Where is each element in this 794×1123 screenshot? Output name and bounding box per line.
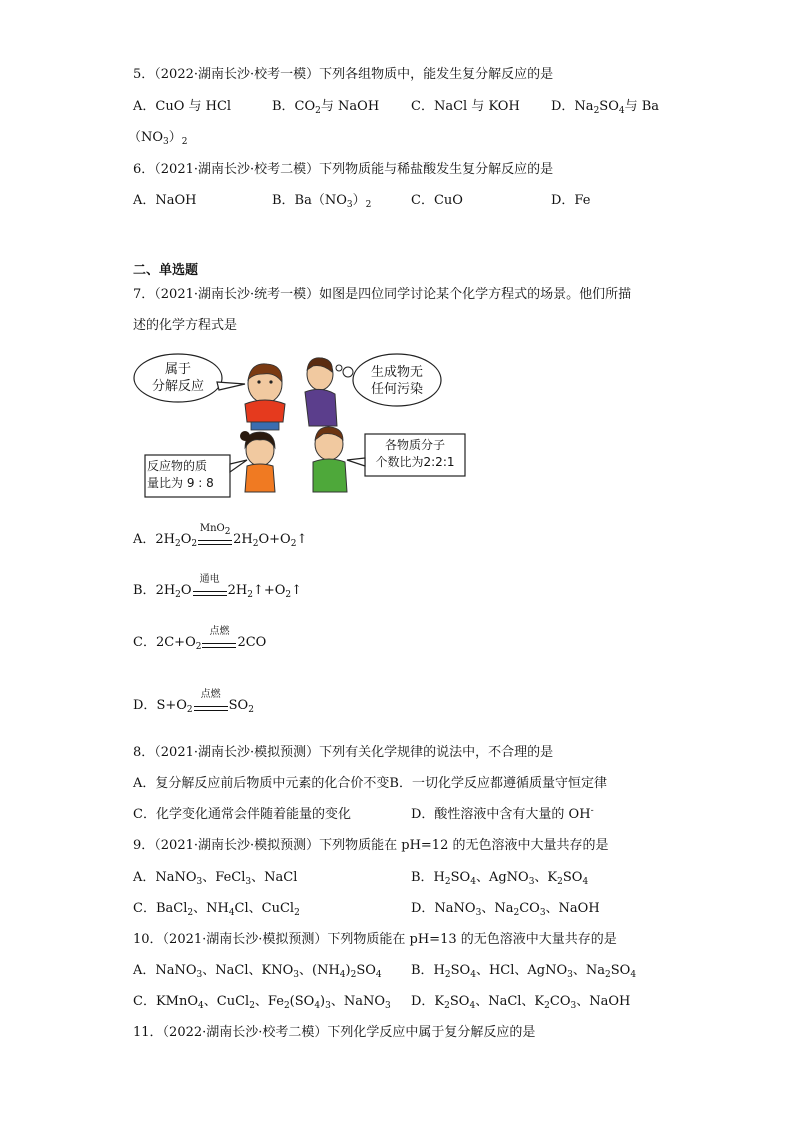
q5-option-d[interactable] bbox=[551, 98, 659, 116]
q7a-t3: 2H bbox=[233, 532, 253, 547]
q10b-s4: 2 bbox=[605, 970, 611, 980]
q7d-t2: SO bbox=[228, 698, 249, 713]
q10b-t5: SO bbox=[610, 963, 631, 978]
q10a-t2: 、NaCl、KNO bbox=[202, 963, 294, 978]
q10a-t4: ) bbox=[345, 963, 351, 978]
q7d-condition-arrow bbox=[194, 689, 228, 715]
q7a-s4: 2 bbox=[290, 539, 297, 549]
q7c-condition-arrow bbox=[202, 626, 236, 652]
section-heading: 二、单选题 bbox=[133, 263, 199, 278]
q9c-s3: 2 bbox=[294, 908, 300, 918]
q5-option-d-cont bbox=[128, 129, 188, 147]
q9b-s4: 2 bbox=[557, 877, 563, 887]
q6-option-a[interactable]: A．NaOH bbox=[133, 193, 197, 208]
bubble4-line1: 反应物的质 bbox=[147, 459, 208, 473]
q10c-s1: 4 bbox=[198, 1001, 204, 1011]
q7a-s1: 2 bbox=[175, 539, 181, 549]
q10c-t4: (SO bbox=[289, 994, 315, 1009]
q8-option-d[interactable] bbox=[411, 806, 594, 824]
q7-stem-line1: 7．（2021·湖南长沙·统考一模）如图是四位同学讨论某个化学方程式的场景。他们所描 bbox=[133, 287, 632, 302]
q7-option-c[interactable] bbox=[133, 626, 267, 652]
q10d-s2: 4 bbox=[469, 1001, 476, 1011]
q10b-s1: 2 bbox=[444, 970, 451, 980]
q7b-s3: 2 bbox=[285, 590, 292, 600]
q9-option-d[interactable] bbox=[411, 900, 600, 918]
q10d-s1: 2 bbox=[444, 1001, 450, 1011]
q5-dc-t1: （NO bbox=[128, 130, 164, 145]
q10a-s2: 3 bbox=[293, 970, 299, 980]
q10-option-d[interactable] bbox=[411, 993, 630, 1011]
bubble1-text bbox=[140, 361, 216, 395]
q9-option-b[interactable] bbox=[411, 869, 588, 887]
q10c-s3: 2 bbox=[283, 1001, 290, 1011]
q9d-t4: 、NaOH bbox=[545, 901, 600, 916]
q10b-t4: 、Na bbox=[572, 963, 605, 978]
q5-dc-s1: 3 bbox=[163, 137, 169, 147]
q7d-s2: 2 bbox=[248, 705, 254, 715]
q9a-t1: A．NaNO bbox=[133, 870, 197, 885]
q10a-t3: 、(NH bbox=[299, 963, 340, 978]
q9b-t4: 、K bbox=[534, 870, 558, 885]
q10a-s5: 4 bbox=[375, 970, 382, 980]
q5-d-s1: 2 bbox=[593, 106, 600, 116]
q6-option-d[interactable]: D．Fe bbox=[551, 193, 591, 208]
q10d-t2: SO bbox=[449, 994, 470, 1009]
q9c-t1: C．BaCl bbox=[133, 901, 188, 916]
q7c-t2: 2CO bbox=[237, 635, 267, 650]
q9b-t2: SO bbox=[450, 870, 471, 885]
q7-option-a[interactable] bbox=[133, 523, 308, 549]
bubble4-line2: 量比为 9 : 8 bbox=[147, 476, 214, 490]
student-boy-green bbox=[313, 427, 347, 492]
q10d-t5: 、NaOH bbox=[576, 994, 631, 1009]
q7-stem-line2: 述的化学方程式是 bbox=[133, 318, 238, 333]
q7d-s1: 2 bbox=[186, 705, 193, 715]
bubble4-tail bbox=[230, 460, 247, 472]
q5-d-t2: SO bbox=[599, 99, 619, 114]
q10-option-a[interactable] bbox=[133, 962, 382, 980]
q7b-s1: 2 bbox=[175, 590, 181, 600]
q10b-t1: B．H bbox=[411, 963, 445, 978]
q9c-s2: 4 bbox=[228, 908, 235, 918]
q9d-t1: D．NaNO bbox=[411, 901, 476, 916]
bubble2-line1: 生成物无 bbox=[370, 365, 423, 380]
thought-dot-1 bbox=[343, 367, 353, 377]
q5-dc-s2: 2 bbox=[181, 137, 188, 147]
q7a-t2: O bbox=[180, 532, 192, 547]
q10c-s5: 3 bbox=[325, 1001, 331, 1011]
q7a-cond-sub: 2 bbox=[224, 527, 231, 537]
q10c-t6: 、NaNO bbox=[330, 994, 386, 1009]
q7b-t2: O bbox=[180, 583, 192, 598]
q7b-cond: 通电 bbox=[199, 574, 220, 585]
q7c-t1: 2C+O bbox=[155, 635, 196, 650]
q10a-t5: SO bbox=[356, 963, 376, 978]
q7a-condition-arrow bbox=[198, 523, 232, 549]
q7a-s2: 2 bbox=[191, 539, 198, 549]
q7c-label: C． bbox=[133, 635, 156, 650]
q5-b-sub: 2 bbox=[315, 106, 321, 116]
q6-option-b[interactable] bbox=[272, 192, 371, 210]
q8-option-ab[interactable]: A．复分解反应前后物质中元素的化合价不变B．一切化学反应都遵循质量守恒定律 bbox=[133, 776, 607, 791]
q6-stem: 6．（2021·湖南长沙·校考二模）下列物质能与稀盐酸发生复分解反应的是 bbox=[133, 162, 554, 177]
q8-d-t1: D．酸性溶液中含有大量的 OH bbox=[411, 807, 591, 822]
student-boy-red bbox=[245, 364, 285, 430]
q10c-t2: 、CuCl bbox=[203, 994, 250, 1009]
q8-d-sup: - bbox=[590, 806, 594, 816]
q5-option-a[interactable]: A．CuO 与 HCl bbox=[133, 99, 232, 114]
bubble2-text bbox=[357, 364, 437, 398]
q6-b-s1: 3 bbox=[346, 200, 353, 210]
q6-option-c[interactable]: C．CuO bbox=[411, 193, 463, 208]
q9-stem: 9．（2021·湖南长沙·模拟预测）下列物质能在 pH=12 的无色溶液中大量共存的是 bbox=[133, 838, 609, 853]
q10a-t1: A．NaNO bbox=[133, 963, 197, 978]
bubble3-text bbox=[366, 437, 464, 471]
q5-d-t3: 与 Ba bbox=[624, 99, 660, 114]
q10d-t3: 、NaCl、K bbox=[475, 994, 545, 1009]
q10c-s6: 3 bbox=[385, 1001, 391, 1011]
q7a-t5: ↑ bbox=[296, 532, 308, 547]
q7d-cond: 点燃 bbox=[200, 689, 221, 700]
bubble1-line1: 属于 bbox=[164, 362, 191, 377]
bubble3-line2: 个数比为2:2:1 bbox=[375, 455, 455, 469]
q9d-s2: 2 bbox=[513, 908, 520, 918]
q10d-t1: D．K bbox=[411, 994, 445, 1009]
q10b-s5: 4 bbox=[630, 970, 637, 980]
q9a-t3: 、NaCl bbox=[251, 870, 298, 885]
q7d-label: D． bbox=[133, 698, 157, 713]
q6-b-t2: ） bbox=[352, 193, 366, 208]
q10d-t4: CO bbox=[549, 994, 571, 1009]
q7c-cond: 点燃 bbox=[209, 626, 230, 637]
q10a-s3: 4 bbox=[339, 970, 346, 980]
q10c-s4: 4 bbox=[314, 1001, 321, 1011]
q9c-t2: 、NH bbox=[193, 901, 229, 916]
q5-d-s2: 4 bbox=[618, 106, 625, 116]
q7b-t3: 2H bbox=[227, 583, 248, 598]
q7b-t5: ↑ bbox=[291, 583, 303, 598]
q10c-t1: C．KMnO bbox=[133, 994, 199, 1009]
q9a-s1: 3 bbox=[196, 877, 203, 887]
q5-option-b[interactable] bbox=[272, 98, 379, 116]
bubble1-tail bbox=[217, 382, 245, 390]
bubble3-line1: 各物质分子 bbox=[384, 438, 445, 452]
q9a-s2: 3 bbox=[245, 877, 252, 887]
q5-b-text2: 与 NaOH bbox=[320, 99, 380, 114]
q9d-t2: 、Na bbox=[481, 901, 514, 916]
thought-dot-2 bbox=[336, 365, 342, 371]
q10c-s2: 2 bbox=[249, 1001, 255, 1011]
q9b-t3: 、AgNO bbox=[475, 870, 529, 885]
q10d-s4: 3 bbox=[570, 1001, 577, 1011]
q10b-s2: 4 bbox=[470, 970, 476, 980]
q9b-s2: 4 bbox=[470, 877, 476, 887]
q7d-t1: S+O bbox=[156, 698, 187, 713]
q5-d-t1: D．Na bbox=[551, 99, 594, 114]
q7-option-d[interactable] bbox=[133, 689, 254, 715]
q10c-t3: 、Fe bbox=[254, 994, 284, 1009]
q9b-s5: 4 bbox=[582, 877, 589, 887]
q7b-t1: 2H bbox=[155, 583, 176, 598]
q10b-t2: SO bbox=[450, 963, 471, 978]
q5-stem: 5．（2022·湖南长沙·校考一模）下列各组物质中，能发生复分解反应的是 bbox=[133, 67, 554, 82]
q6-b-t1: B．Ba（NO bbox=[272, 193, 347, 208]
q10b-t3: 、HCl、AgNO bbox=[475, 963, 568, 978]
q10d-s3: 2 bbox=[544, 1001, 550, 1011]
q10c-t5: ) bbox=[320, 994, 326, 1009]
q9a-t2: 、FeCl bbox=[202, 870, 246, 885]
q7b-s2: 2 bbox=[247, 590, 253, 600]
q8-option-c[interactable]: C．化学变化通常会伴随着能量的变化 bbox=[133, 807, 351, 822]
q5-b-text: B．CO bbox=[272, 99, 316, 114]
q7a-t4: O+O bbox=[258, 532, 291, 547]
q10-option-b[interactable] bbox=[411, 962, 636, 980]
bubble4-text bbox=[147, 458, 229, 492]
q9b-t1: B．H bbox=[411, 870, 445, 885]
q9d-s1: 3 bbox=[475, 908, 482, 918]
q10b-s3: 3 bbox=[567, 970, 573, 980]
q9-option-c[interactable] bbox=[133, 900, 300, 918]
q7a-s3: 2 bbox=[252, 539, 259, 549]
q6-b-s2: 2 bbox=[365, 200, 372, 210]
student-boy-purple bbox=[305, 358, 337, 426]
q5-dc-t2: ） bbox=[168, 130, 182, 145]
q8-stem: 8．（2021·湖南长沙·模拟预测）下列有关化学规律的说法中，不合理的是 bbox=[133, 745, 554, 760]
q7a-t1: 2H bbox=[155, 532, 175, 547]
q9c-t3: Cl、CuCl bbox=[234, 901, 295, 916]
q9b-s3: 3 bbox=[528, 877, 535, 887]
bubble1-line2: 分解反应 bbox=[151, 379, 204, 394]
q9-option-a[interactable] bbox=[133, 869, 297, 887]
q9c-s1: 2 bbox=[187, 908, 194, 918]
q11-stem: 11．（2022·湖南长沙·校考二模）下列化学反应中属于复分解反应的是 bbox=[133, 1025, 536, 1040]
q9d-t3: CO bbox=[519, 901, 540, 916]
q10a-s1: 3 bbox=[196, 970, 203, 980]
bubble3-tail bbox=[347, 458, 365, 466]
q10-stem: 10．（2021·湖南长沙·模拟预测）下列物质能在 pH=13 的无色溶液中大量共存的是 bbox=[133, 932, 617, 947]
q7a-cond: MnO bbox=[199, 523, 225, 534]
q10-option-c[interactable] bbox=[133, 993, 391, 1011]
q7a-label: A． bbox=[133, 532, 156, 547]
q7b-t4: ↑+O bbox=[252, 583, 286, 598]
q5-option-c[interactable]: C．NaCl 与 KOH bbox=[411, 99, 520, 114]
q7b-label: B． bbox=[133, 583, 156, 598]
q10a-s4: 2 bbox=[350, 970, 357, 980]
q7b-condition-arrow bbox=[193, 574, 227, 600]
q9d-s3: 3 bbox=[539, 908, 546, 918]
q9b-s1: 2 bbox=[444, 877, 451, 887]
q7-option-b[interactable] bbox=[133, 574, 303, 600]
q9b-t5: SO bbox=[562, 870, 583, 885]
q7c-s1: 2 bbox=[195, 642, 202, 652]
bubble2-line2: 任何污染 bbox=[370, 382, 423, 397]
